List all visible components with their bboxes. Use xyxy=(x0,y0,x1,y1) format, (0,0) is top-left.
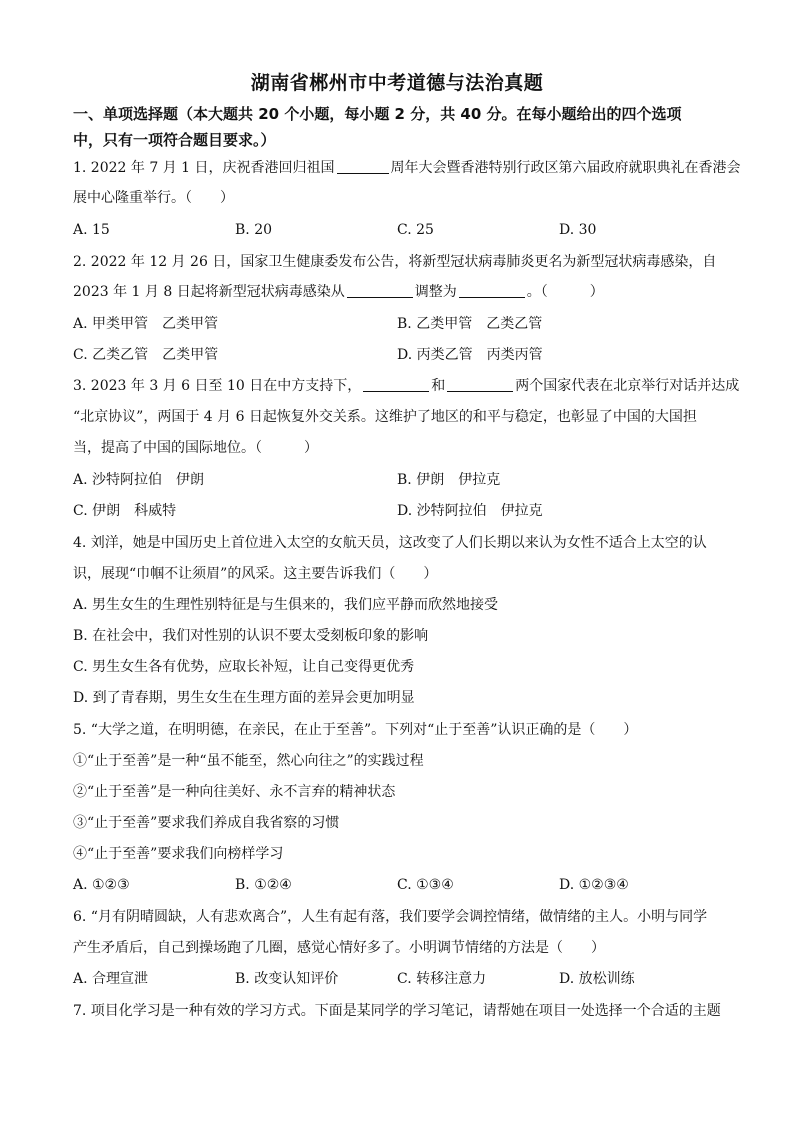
question-5-item-4: ④“止于至善”要求我们向榜样学习 xyxy=(73,846,284,862)
question-1-line1 xyxy=(73,158,741,178)
question-5-option-a: A. ①②③ xyxy=(73,877,130,893)
question-1-option-b: B. 20 xyxy=(235,222,273,238)
question-1-option-c: C. 25 xyxy=(397,222,434,238)
answer-blank xyxy=(363,377,429,392)
question-5-option-b: B. ①②④ xyxy=(235,877,292,893)
question-6-line1: 6. “月有阴晴圆缺，人有悲欢离合”，人生有起有落，我们要学会调控情绪，做情绪的主人。小明与同学 xyxy=(73,909,708,925)
question-2-option-a: A. 甲类甲管 乙类甲管 xyxy=(73,316,219,332)
section-instructions-line2: 中，只有一项符合题目要求。） xyxy=(73,131,276,149)
question-1-option-d: D. 30 xyxy=(559,222,597,238)
question-4-line1: 4. 刘洋，她是中国历史上首位进入太空的女航天员，这改变了人们长期以来认为女性不适合上太空的认 xyxy=(73,535,707,551)
question-4-line2: 识，展现“巾帼不让须眉”的风采。这主要告诉我们（ ） xyxy=(73,566,438,582)
answer-blank xyxy=(337,159,389,174)
question-6-option-b: B. 改变认知评价 xyxy=(235,971,339,987)
question-4-option-d: D. 到了青春期，男生女生在生理方面的差异会更加明显 xyxy=(73,690,415,706)
question-4-option-b: B. 在社会中，我们对性别的认识不要太受刻板印象的影响 xyxy=(73,628,429,644)
question-3-option-d: D. 沙特阿拉伯 伊拉克 xyxy=(397,503,543,519)
question-5-option-d: D. ①②③④ xyxy=(559,877,629,893)
question-2-text-c: 。（ ） xyxy=(526,284,604,300)
question-2-option-d: D. 丙类乙管 丙类丙管 xyxy=(397,347,543,363)
question-3-line3: 当，提高了中国的国际地位。（ ） xyxy=(73,440,318,456)
question-3-option-b: B. 伊朗 伊拉克 xyxy=(397,472,501,488)
question-3-option-a: A. 沙特阿拉伯 伊朗 xyxy=(73,472,205,488)
question-3-text-b: 和 xyxy=(431,378,446,394)
question-3-option-c: C. 伊朗 科威特 xyxy=(73,503,177,519)
question-2-option-c: C. 乙类乙管 乙类甲管 xyxy=(73,347,219,363)
question-5-item-3: ③“止于至善”要求我们养成自我省察的习惯 xyxy=(73,815,340,831)
question-7-line1: 7. 项目化学习是一种有效的学习方式。下面是某同学的学习笔记，请帮她在项目一处选择一个合适的主题 xyxy=(73,1003,721,1019)
question-6-option-d: D. 放松训练 xyxy=(559,971,635,987)
question-4-option-a: A. 男生女生的生理性别特征是与生俱来的，我们应平静而欣然地接受 xyxy=(73,597,499,613)
page-title: 湖南省郴州市中考道德与法治真题 xyxy=(250,72,544,94)
section-instructions-line1: 一、单项选择题（本大题共 20 个小题，每小题 2 分，共 40 分。在每小题给出的四个选项 xyxy=(73,105,682,123)
question-5-item-2: ②“止于至善”是一种向往美好、永不言弃的精神状态 xyxy=(73,784,396,800)
question-6-option-c: C. 转移注意力 xyxy=(397,971,487,987)
question-1-text-b: 周年大会暨香港特别行政区第六届政府就职典礼在香港会 xyxy=(390,160,741,176)
answer-blank xyxy=(447,377,513,392)
answer-blank xyxy=(459,283,525,298)
answer-blank xyxy=(347,283,413,298)
question-1-option-a: A. 15 xyxy=(73,222,110,238)
question-3-text-a: 3. 2023 年 3 月 6 日至 10 日在中方支持下， xyxy=(73,378,362,394)
question-3-line2: “北京协议”，两国于 4 月 6 日起恢复外交关系。这维护了地区的和平与稳定，也彰显了中国的大国担 xyxy=(73,409,697,425)
question-2-line1: 2. 2022 年 12 月 26 日，国家卫生健康委发布公告，将新型冠状病毒肺炎更名为新型冠状病毒感染，自 xyxy=(73,254,717,270)
question-2-text-b: 调整为 xyxy=(414,284,457,300)
question-1-line2: 展中心隆重举行。（ ） xyxy=(73,190,234,206)
question-2-text-a: 2023 年 1 月 8 日起将新型冠状病毒感染从 xyxy=(73,284,345,300)
question-3-text-c: 两个国家代表在北京举行对话并达成 xyxy=(515,378,740,394)
question-1-text-a: 1. 2022 年 7 月 1 日，庆祝香港回归祖国 xyxy=(73,160,335,176)
question-4-option-c: C. 男生女生各有优势，应取长补短，让自己变得更优秀 xyxy=(73,659,415,675)
question-3-line1 xyxy=(73,376,739,396)
question-5-option-c: C. ①③④ xyxy=(397,877,454,893)
question-2-line2 xyxy=(73,282,604,302)
question-5-item-1: ①“止于至善”是一种“虽不能至，然心向往之”的实践过程 xyxy=(73,753,424,769)
question-6-line2: 产生矛盾后，自己到操场跑了几圈，感觉心情好多了。小明调节情绪的方法是（ ） xyxy=(73,940,605,956)
question-2-option-b: B. 乙类甲管 乙类乙管 xyxy=(397,316,543,332)
question-5-line1: 5. “大学之道，在明明德，在亲民，在止于至善”。下列对“止于至善”认识正确的是（ ） xyxy=(73,722,638,738)
question-6-option-a: A. 合理宣泄 xyxy=(73,971,149,987)
